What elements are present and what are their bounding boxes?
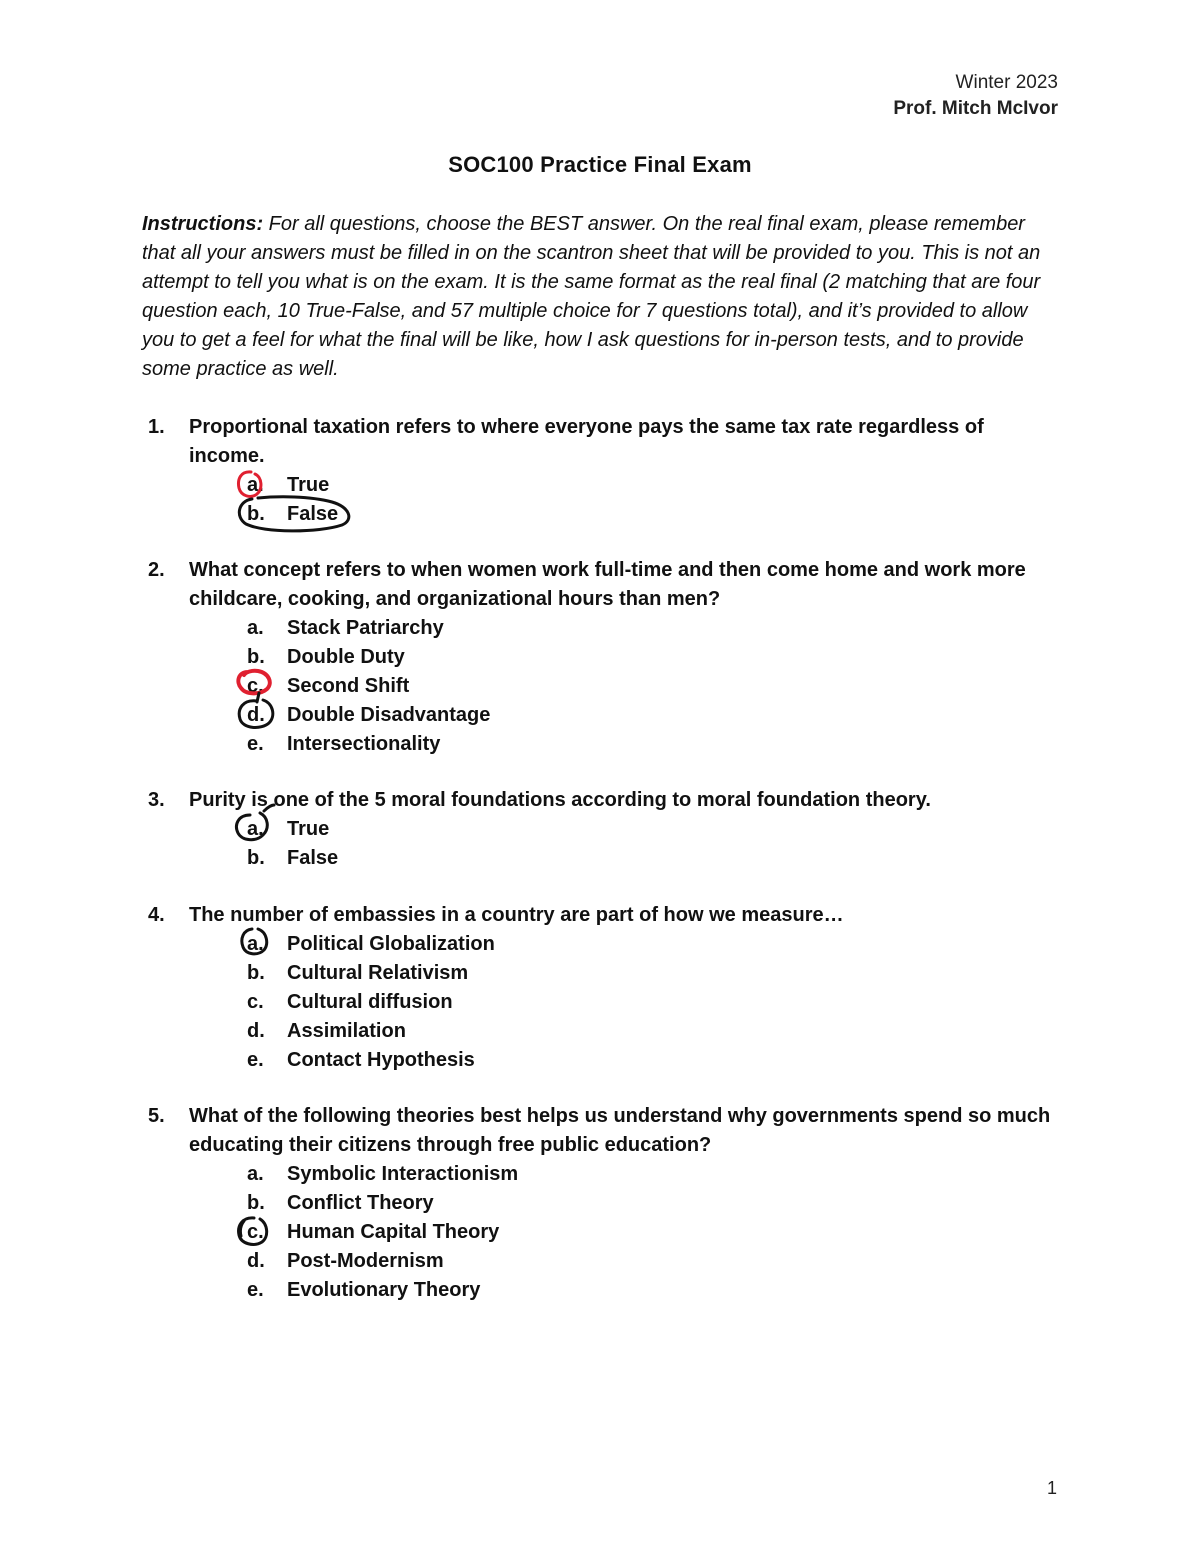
question-number: 3. bbox=[148, 789, 165, 811]
option-e[interactable] bbox=[142, 1276, 1062, 1305]
option-b[interactable] bbox=[142, 500, 1062, 529]
term-label: Winter 2023 bbox=[955, 72, 1058, 93]
option-letter: a. bbox=[247, 474, 264, 496]
option-text: Double Disadvantage bbox=[287, 704, 491, 726]
option-text: Post-Modernism bbox=[287, 1250, 444, 1272]
option-text: False bbox=[287, 847, 339, 869]
question-text: What concept refers to when women work full-time and then come home and work more childcare, cooking, and organizational hours than men? bbox=[189, 559, 1026, 610]
option-text: Conflict Theory bbox=[287, 1192, 434, 1214]
instructions-text: For all questions, choose the BEST answer. On the real final exam, please remember that all your answers must be filled in on the scantron sheet that will be provided to you. This is not an attempt to tell you what is on the exam. It is the same format as the real final (2 matching that are four question each, 10 True-False, and 57 multiple choice for 7 questions total), and it’s provided to allow you to get a feel for what the final will be like, how I ask questions for in-person tests, and to provide some practice as well. bbox=[142, 213, 1041, 380]
question-number: 2. bbox=[148, 559, 165, 581]
question-number: 4. bbox=[148, 904, 165, 926]
option-list bbox=[142, 614, 1062, 759]
option-letter: d. bbox=[247, 1250, 265, 1272]
option-text: Assimilation bbox=[287, 1020, 406, 1042]
option-b[interactable] bbox=[142, 643, 1062, 672]
question-number: 5. bbox=[148, 1105, 165, 1127]
option-letter: b. bbox=[247, 646, 265, 668]
option-letter: e. bbox=[247, 733, 264, 755]
question-text: What of the following theories best helps us understand why governments spend so much educating their citizens through free public education? bbox=[189, 1105, 1051, 1156]
option-a[interactable] bbox=[142, 471, 1062, 500]
option-text: Cultural diffusion bbox=[287, 991, 453, 1013]
option-text: Double Duty bbox=[287, 646, 405, 668]
option-text: Human Capital Theory bbox=[287, 1221, 500, 1243]
option-letter: c. bbox=[247, 675, 264, 697]
professor-label: Prof. Mitch McIvor bbox=[893, 98, 1058, 119]
question-5 bbox=[142, 1102, 1062, 1305]
option-c[interactable] bbox=[142, 1218, 1062, 1247]
option-b[interactable] bbox=[142, 1189, 1062, 1218]
question-text: The number of embassies in a country are part of how we measure… bbox=[189, 904, 844, 926]
option-letter: c. bbox=[247, 991, 264, 1013]
question-text: Proportional taxation refers to where everyone pays the same tax rate regardless of income. bbox=[189, 416, 984, 467]
option-letter: b. bbox=[247, 962, 265, 984]
option-b[interactable] bbox=[142, 844, 1062, 873]
option-text: Cultural Relativism bbox=[287, 962, 469, 984]
header-block bbox=[893, 70, 1058, 122]
option-c[interactable] bbox=[142, 672, 1062, 701]
option-d[interactable] bbox=[142, 701, 1062, 730]
option-a[interactable] bbox=[142, 815, 1062, 844]
instructions-paragraph bbox=[142, 210, 1062, 384]
option-a[interactable] bbox=[142, 614, 1062, 643]
option-d[interactable] bbox=[142, 1247, 1062, 1276]
option-text: Political Globalization bbox=[287, 933, 495, 955]
option-text: True bbox=[287, 474, 330, 496]
option-text: Second Shift bbox=[287, 675, 410, 697]
option-text: Intersectionality bbox=[287, 733, 441, 755]
option-list bbox=[142, 1160, 1062, 1305]
option-letter: c. bbox=[247, 1221, 264, 1243]
option-text: Contact Hypothesis bbox=[287, 1049, 475, 1071]
option-letter: e. bbox=[247, 1049, 264, 1071]
page-number: 1 bbox=[1046, 1478, 1057, 1498]
option-text: True bbox=[287, 818, 330, 840]
option-letter: a. bbox=[247, 1163, 264, 1185]
page-title: SOC100 Practice Final Exam bbox=[448, 152, 752, 177]
option-e[interactable] bbox=[142, 730, 1062, 759]
option-letter: d. bbox=[247, 1020, 265, 1042]
option-text: False bbox=[287, 503, 339, 525]
question-2 bbox=[142, 556, 1062, 759]
option-text: Evolutionary Theory bbox=[287, 1279, 481, 1301]
option-letter: b. bbox=[247, 1192, 265, 1214]
option-letter: a. bbox=[247, 818, 264, 840]
option-list bbox=[142, 471, 1062, 529]
option-text: Stack Patriarchy bbox=[287, 617, 444, 639]
option-a[interactable] bbox=[142, 1160, 1062, 1189]
option-list bbox=[142, 930, 1062, 1075]
question-number: 1. bbox=[148, 416, 165, 438]
question-1 bbox=[142, 413, 1062, 529]
option-letter: a. bbox=[247, 617, 264, 639]
option-a[interactable] bbox=[142, 930, 1062, 959]
option-list bbox=[142, 815, 1062, 873]
question-3 bbox=[142, 786, 1062, 873]
option-text: Symbolic Interactionism bbox=[287, 1163, 519, 1185]
option-d[interactable] bbox=[142, 1017, 1062, 1046]
option-c[interactable] bbox=[142, 988, 1062, 1017]
option-b[interactable] bbox=[142, 959, 1062, 988]
option-letter: b. bbox=[247, 847, 265, 869]
option-letter: d. bbox=[247, 704, 265, 726]
option-letter: a. bbox=[247, 933, 264, 955]
instructions-label: Instructions: bbox=[142, 213, 264, 235]
option-letter: e. bbox=[247, 1279, 264, 1301]
option-letter: b. bbox=[247, 503, 265, 525]
question-text: Purity is one of the 5 moral foundations according to moral foundation theory. bbox=[189, 789, 931, 811]
question-4 bbox=[142, 901, 1062, 1075]
option-e[interactable] bbox=[142, 1046, 1062, 1075]
